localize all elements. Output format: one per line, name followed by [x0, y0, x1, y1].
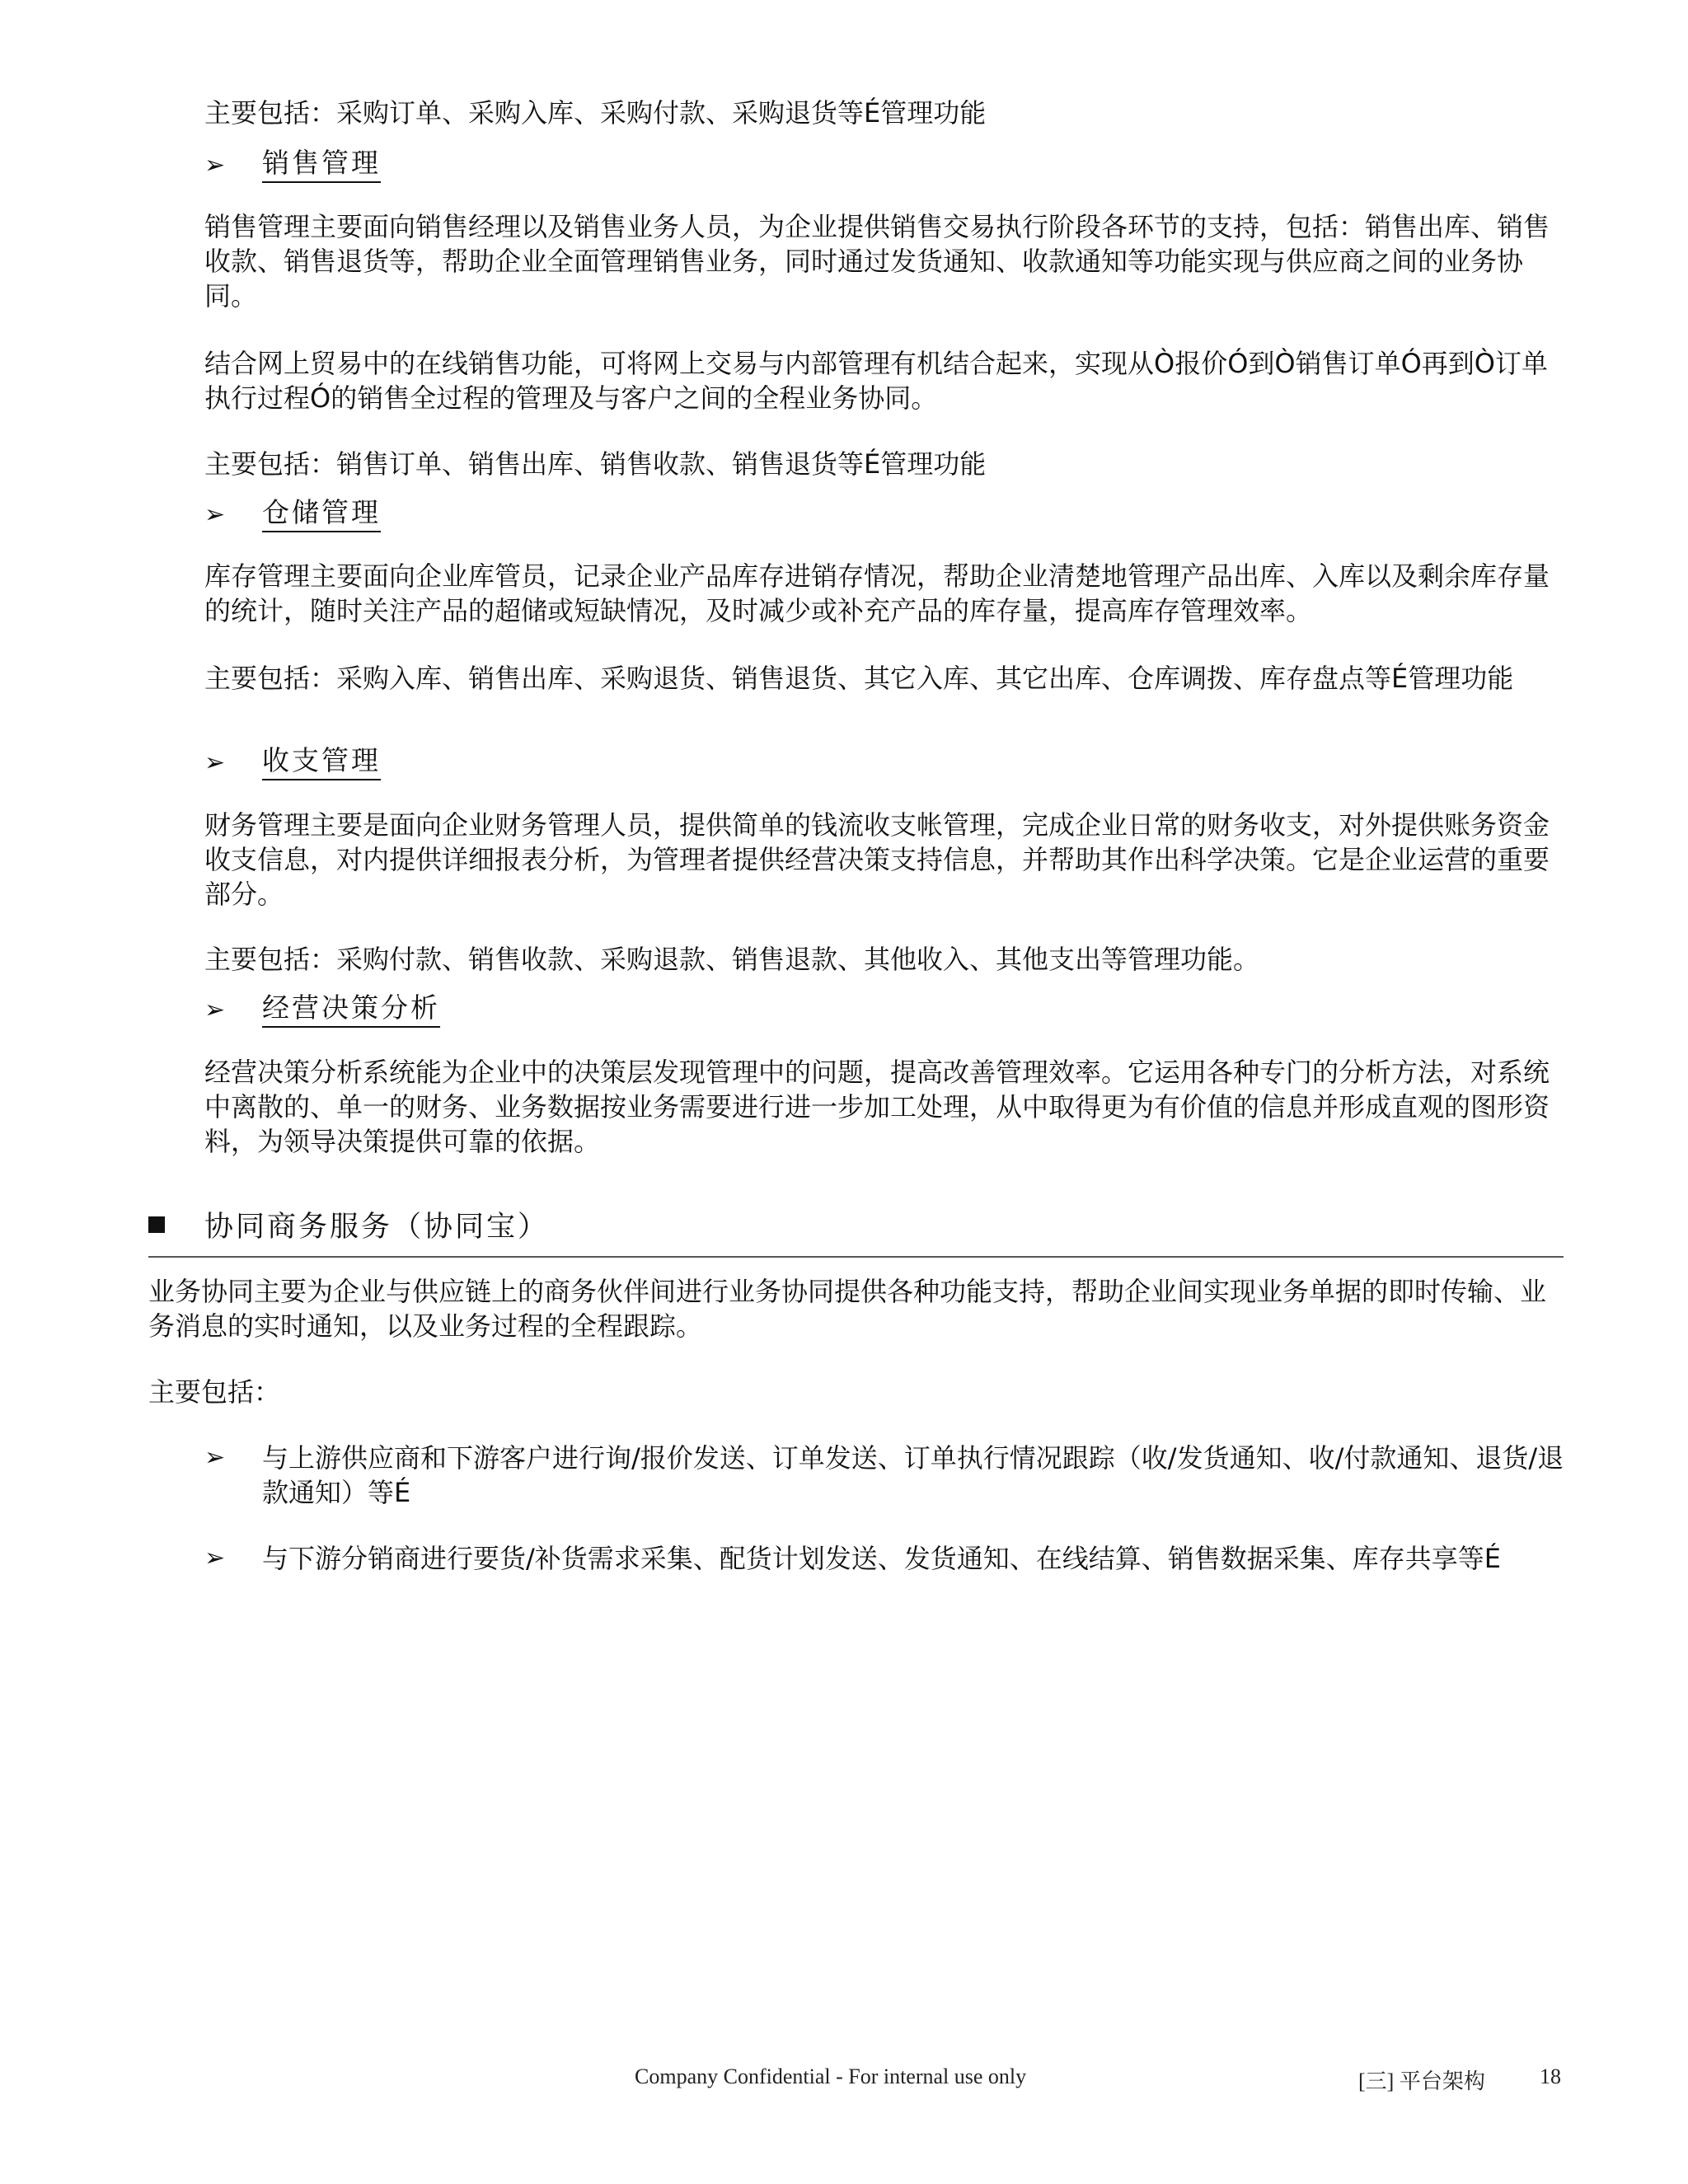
- subheading-finance: [204, 743, 381, 782]
- footer-confidential: Company Confidential - For internal use only: [635, 2064, 1027, 2088]
- subheading-storage: [204, 494, 381, 534]
- subheading-title: 收支管理: [262, 744, 381, 780]
- subheading-decision: [204, 990, 440, 1029]
- collab-bullet-2: [204, 1541, 1573, 1576]
- collab-paragraph-2: 主要包括：: [148, 1376, 281, 1408]
- footer-page-number: 18: [1540, 2064, 1561, 2088]
- arrow-bullet-icon: ➢: [204, 748, 226, 777]
- subheading-sales: [204, 145, 381, 185]
- footer-chapter: [三] 平台架构: [1358, 2069, 1485, 2093]
- section-divider: [148, 1256, 1564, 1258]
- sales-paragraph-3: 主要包括：销售订单、销售出库、销售收款、销售退货等É管理功能: [204, 448, 987, 480]
- square-bullet-icon: [148, 1216, 165, 1233]
- decision-paragraph-1: 经营决策分析系统能为企业中的决策层发现管理中的问题，提高改善管理效率。它运用各种专门的分析方法，对系统中离散的、单一的财务、业务数据按业务需要进行进一步加工处理，从中取得更为有价值的信息并形成直观的图形资料，为领导决策提供可靠的依据。: [204, 1057, 1550, 1157]
- intro-line: 主要包括：采购订单、采购入库、采购付款、采购退货等É管理功能: [204, 97, 987, 129]
- storage-paragraph-1: 库存管理主要面向企业库管员，记录企业产品库存进销存情况，帮助企业清楚地管理产品出库、入库以及剩余库存量的统计，随时关注产品的超储或短缺情况，及时减少或补充产品的库存量，提高库存管理效率。: [204, 560, 1550, 626]
- finance-paragraph-1: 财务管理主要是面向企业财务管理人员，提供简单的钱流收支帐管理，完成企业日常的财务收支，对外提供账务资金收支信息，对内提供详细报表分析，为管理者提供经营决策支持信息，并帮助其作出科学决策。它是企业运营的重要部分。: [204, 809, 1550, 910]
- bullet-text: 与上游供应商和下游客户进行询/报价发送、订单发送、订单执行情况跟踪（收/发货通知、收/付款通知、退货/退款通知）等É: [262, 1442, 1564, 1508]
- section-heading-collab: [148, 1203, 549, 1246]
- arrow-bullet-icon: ➢: [204, 1544, 226, 1572]
- subheading-title: 经营决策分析: [262, 991, 440, 1028]
- arrow-bullet-icon: ➢: [204, 995, 226, 1024]
- arrow-bullet-icon: ➢: [204, 150, 226, 180]
- subheading-title: 仓储管理: [262, 496, 381, 532]
- arrow-bullet-icon: ➢: [204, 499, 226, 529]
- collab-paragraph-1: 业务协同主要为企业与供应链上的商务伙伴间进行业务协同提供各种功能支持，帮助企业间实现业务单据的即时传输、业务消息的实时通知，以及业务过程的全程跟踪。: [148, 1276, 1547, 1342]
- finance-paragraph-2: 主要包括：采购付款、销售收款、采购退款、销售退款、其他收入、其他支出等管理功能。: [204, 944, 1260, 975]
- storage-paragraph-2: 主要包括：采购入库、销售出库、采购退货、销售退货、其它入库、其它出库、仓库调拨、库存盘点等É管理功能: [204, 663, 1514, 694]
- sales-paragraph-2: 结合网上贸易中的在线销售功能，可将网上交易与内部管理有机结合起来，实现从Ò报价Ó到Ò销售订单Ó再到Ò订单执行过程Ó的销售全过程的管理及与客户之间的全程业务协同。: [204, 348, 1548, 414]
- collab-bullet-1: [204, 1441, 1573, 1510]
- subheading-title: 销售管理: [262, 147, 381, 183]
- sales-paragraph-1: 销售管理主要面向销售经理以及销售业务人员，为企业提供销售交易执行阶段各环节的支持，包括：销售出库、销售收款、销售退货等，帮助企业全面管理销售业务，同时通过发货通知、收款通知等功能实现与供应商之间的业务协同。: [204, 211, 1550, 312]
- arrow-bullet-icon: ➢: [204, 1443, 226, 1472]
- bullet-text: 与下游分销商进行要货/补货需求采集、配货计划发送、发货通知、在线结算、销售数据采集、库存共享等É: [262, 1543, 1502, 1574]
- section-title: 协同商务服务（协同宝）: [204, 1211, 550, 1244]
